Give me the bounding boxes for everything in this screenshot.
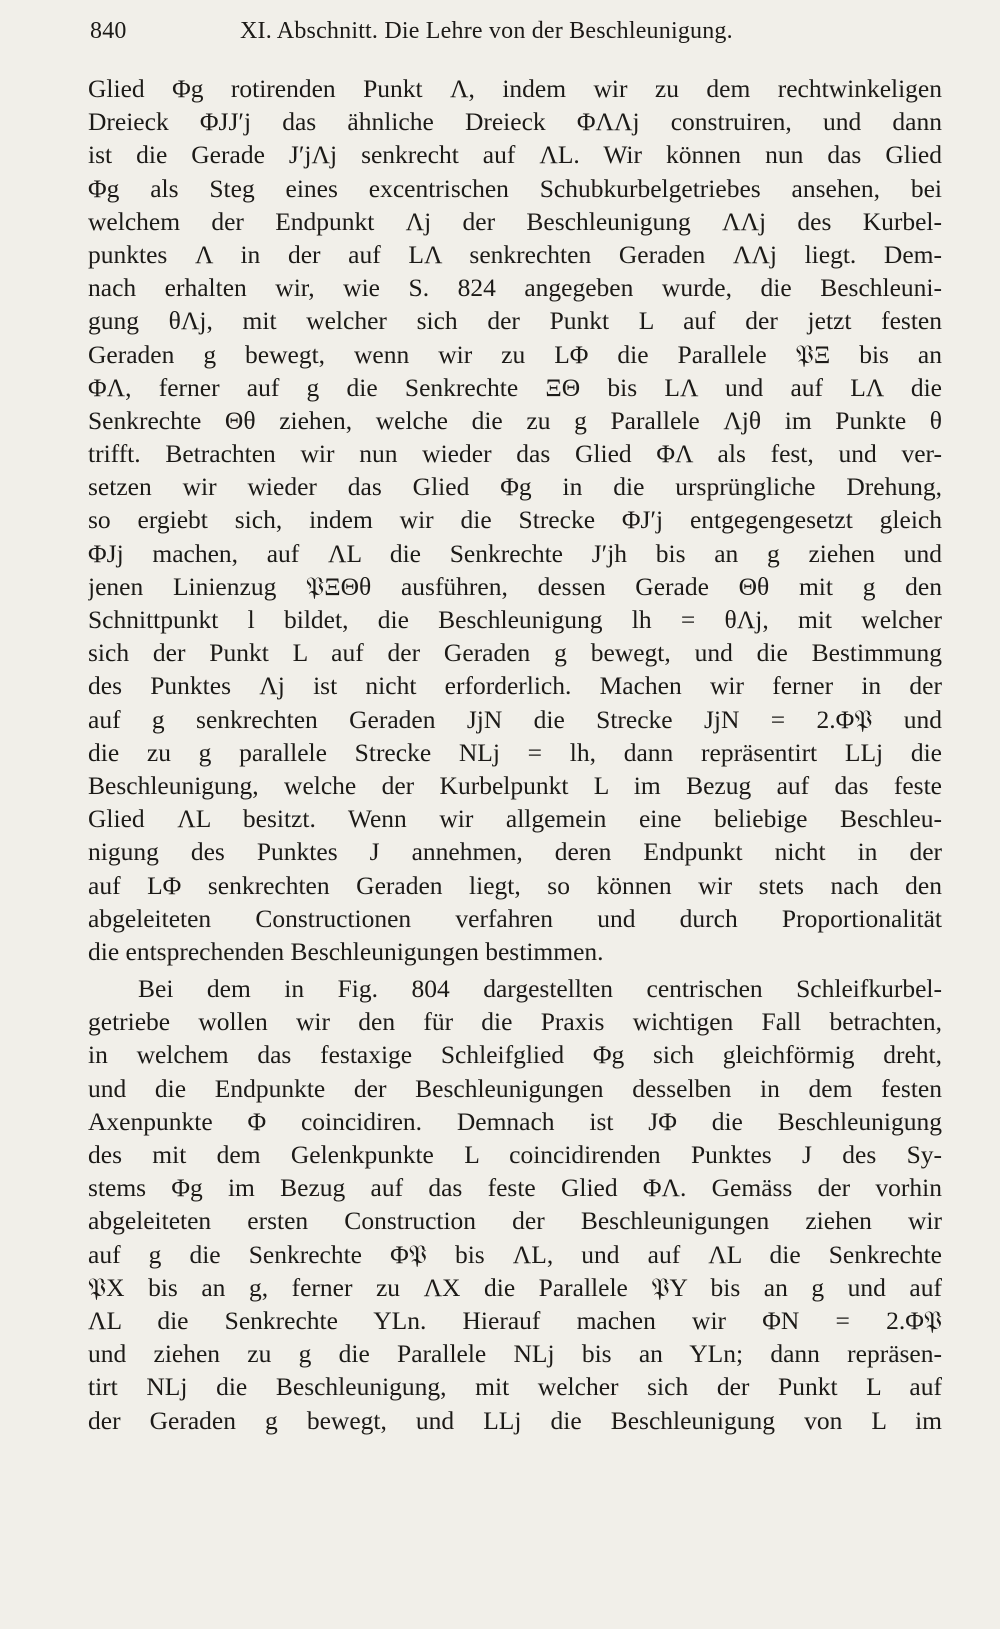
text-line: ist die Gerade J′jΛj senkrecht auf ΛL. Wir können nun das Glied <box>88 140 942 170</box>
text-line: abgeleiteten Constructionen verfahren und durch Proportionalität <box>88 903 942 933</box>
text-line: so ergiebt sich, indem wir die Strecke ΦJ′j entgegengesetzt gleich <box>88 505 942 535</box>
text-line: des mit dem Gelenkpunkte L coincidirenden Punktes J des Sy- <box>88 1140 942 1169</box>
section-title: XI. Abschnitt. Die Lehre von der Beschleunigung. <box>240 18 733 44</box>
text-line: jenen Linienzug 𝔓ΞΘθ ausführen, dessen Gerade Θθ mit g den <box>88 571 942 601</box>
text-line: Geraden g bewegt, wenn wir zu LΦ die Parallele 𝔓Ξ bis an <box>88 339 942 369</box>
body-text <box>88 72 942 1437</box>
text-line: Glied Φg rotirenden Punkt Λ, indem wir zu dem rechtwinkeligen <box>88 74 942 103</box>
text-line: sich der Punkt L auf der Geraden g bewegt, und die Bestimmung <box>88 638 942 668</box>
text-line: in welchem das festaxige Schleifglied Φg sich gleichförmig dreht, <box>88 1040 942 1070</box>
text-line: und die Endpunkte der Beschleunigungen desselben in dem festen <box>88 1073 942 1103</box>
paragraph-1 <box>88 72 942 968</box>
text-line: punktes Λ in der auf LΛ senkrechten Geraden ΛΛj liegt. Dem- <box>88 239 942 269</box>
text-line: die entsprechenden Beschleunigungen bestimmen. <box>88 936 604 966</box>
text-line: auf LΦ senkrechten Geraden liegt, so können wir stets nach den <box>88 870 942 900</box>
text-line: der Geraden g bewegt, und LLj die Beschleunigung von L im <box>88 1405 942 1435</box>
text-line: auf g senkrechten Geraden JjN die Strecke JjN = 2.Φ𝔓 und <box>88 704 942 734</box>
text-line: Φg als Steg eines excentrischen Schubkurbelgetriebes ansehen, bei <box>88 173 942 203</box>
text-line: des Punktes Λj ist nicht erforderlich. Machen wir ferner in der <box>88 671 942 701</box>
paragraph-2 <box>88 972 942 1437</box>
text-line: nigung des Punktes J annehmen, deren Endpunkt nicht in der <box>88 837 942 867</box>
page-number: 840 <box>90 18 127 44</box>
text-line: nach erhalten wir, wie S. 824 angegeben wurde, die Beschleuni- <box>88 273 942 303</box>
running-head <box>90 18 940 58</box>
text-line: gung θΛj, mit welcher sich der Punkt L auf der jetzt festen <box>88 306 942 336</box>
text-line: Senkrechte Θθ ziehen, welche die zu g Parallele Λjθ im Punkte θ <box>88 405 942 435</box>
text-line: 𝔓X bis an g, ferner zu ΛX die Parallele 𝔓Y bis an g und auf <box>88 1272 942 1302</box>
text-line: tirt NLj die Beschleunigung, mit welcher sich der Punkt L auf <box>88 1372 942 1402</box>
text-line: getriebe wollen wir den für die Praxis wichtigen Fall betrachten, <box>88 1007 942 1037</box>
text-line: Dreieck ΦJJ′j das ähnliche Dreieck ΦΛΛj construiren, und dann <box>88 107 942 137</box>
text-line: Glied ΛL besitzt. Wenn wir allgemein eine beliebige Beschleu- <box>88 804 942 834</box>
text-line: auf g die Senkrechte Φ𝔓 bis ΛL, und auf ΛL die Senkrechte <box>88 1239 942 1269</box>
text-line: ΛL die Senkrechte YLn. Hierauf machen wir ΦN = 2.Φ𝔓 <box>88 1305 942 1335</box>
text-line: Beschleunigung, welche der Kurbelpunkt L im Bezug auf das feste <box>88 770 942 800</box>
text-line: trifft. Betrachten wir nun wieder das Glied ΦΛ als fest, und ver- <box>88 439 942 469</box>
text-line: welchem der Endpunkt Λj der Beschleunigung ΛΛj des Kurbel- <box>88 206 942 236</box>
text-line: Axenpunkte Φ coincidiren. Demnach ist JΦ die Beschleunigung <box>88 1106 942 1136</box>
text-line: ΦJj machen, auf ΛL die Senkrechte J′jh bis an g ziehen und <box>88 538 942 568</box>
text-line: setzen wir wieder das Glied Φg in die ursprüngliche Drehung, <box>88 472 942 502</box>
text-line: ΦΛ, ferner auf g die Senkrechte ΞΘ bis LΛ und auf LΛ die <box>88 372 942 402</box>
text-line: und ziehen zu g die Parallele NLj bis an YLn; dann repräsen- <box>88 1339 942 1369</box>
text-line: die zu g parallele Strecke NLj = lh, dann repräsentirt LLj die <box>88 737 942 767</box>
text-line: abgeleiteten ersten Construction der Beschleunigungen ziehen wir <box>88 1206 942 1236</box>
text-line: Bei dem in Fig. 804 dargestellten centrischen Schleifkurbel- <box>138 974 942 1004</box>
text-line: stems Φg im Bezug auf das feste Glied ΦΛ. Gemäss der vorhin <box>88 1173 942 1203</box>
text-line: Schnittpunkt l bildet, die Beschleunigung lh = θΛj, mit welcher <box>88 605 942 634</box>
